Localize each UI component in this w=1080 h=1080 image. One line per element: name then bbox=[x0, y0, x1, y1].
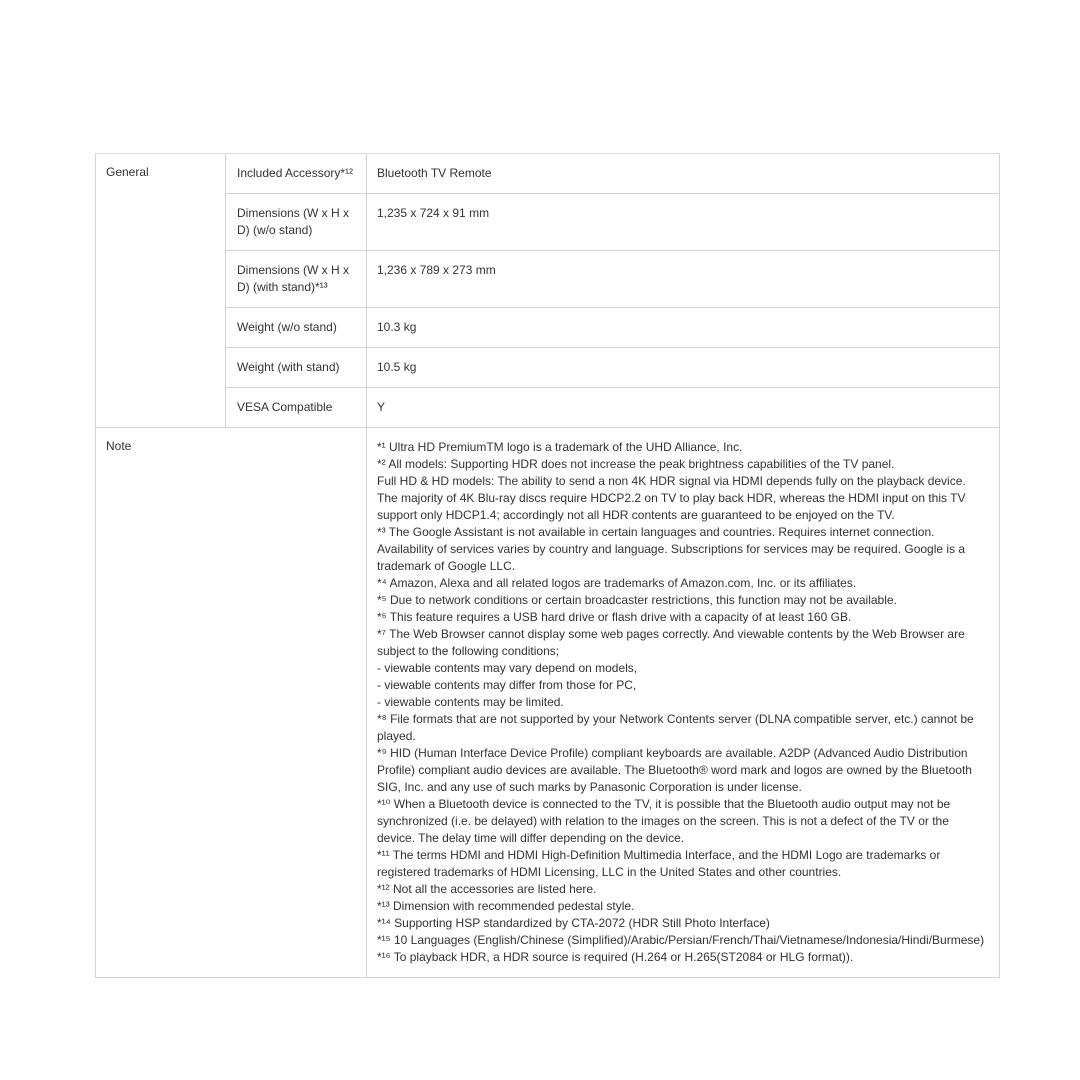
spec-rows bbox=[225, 154, 999, 427]
note-line: *¹ Ultra HD PremiumTM logo is a trademark of the UHD Alliance, Inc. bbox=[377, 440, 743, 454]
note-line: *¹⁶ To playback HDR, a HDR source is required (H.264 or H.265(ST2084 or HLG format)). bbox=[377, 950, 854, 964]
spec-category-general: General bbox=[106, 165, 149, 179]
note-line: *¹³ Dimension with recommended pedestal style. bbox=[377, 899, 635, 913]
spec-value: 1,236 x 789 x 273 mm bbox=[366, 251, 999, 307]
spec-row bbox=[225, 154, 999, 193]
spec-label: Weight (with stand) bbox=[225, 348, 366, 387]
note-line: *⁷ The Web Browser cannot display some web pages correctly. And viewable contents by the Web Browser are subject to the following conditions; bbox=[377, 627, 965, 658]
note-line: *⁸ File formats that are not supported by your Network Contents server (DLNA compatible server, etc.) cannot be played. bbox=[377, 712, 974, 743]
spec-row bbox=[225, 387, 999, 427]
spec-value: Bluetooth TV Remote bbox=[366, 154, 999, 193]
spec-table bbox=[95, 153, 1000, 978]
spec-label: Dimensions (W x H x D) (w/o stand) bbox=[225, 194, 366, 250]
note-line: - viewable contents may vary depend on models, bbox=[377, 661, 638, 675]
note-line: - viewable contents may be limited. bbox=[377, 695, 564, 709]
note-line: *⁶ This feature requires a USB hard drive or flash drive with a capacity of at least 160 GB. bbox=[377, 610, 852, 624]
note-line: *⁵ Due to network conditions or certain broadcaster restrictions, this function may not be available. bbox=[377, 593, 897, 607]
spec-value: 10.5 kg bbox=[366, 348, 999, 387]
note-line: *⁴ Amazon, Alexa and all related logos are trademarks of Amazon.com, Inc. or its affiliates. bbox=[377, 576, 857, 590]
spec-group-note bbox=[96, 427, 999, 977]
spec-category-note: Note bbox=[106, 439, 132, 453]
note-line: Full HD & HD models: The ability to send a non 4K HDR signal via HDMI depends fully on the playback device. The majority of 4K Blu-ray discs require HDCP2.2 on TV to play back HDR, whereas the HDMI input on this TV support only HDCP1.4; accordingly not all HDR contents are guaranteed to be enjoyed on the TV. bbox=[377, 474, 966, 522]
note-line: *² All models: Supporting HDR does not increase the peak brightness capabilities of the TV panel. bbox=[377, 457, 895, 471]
spec-row bbox=[225, 193, 999, 250]
spec-label: Dimensions (W x H x D) (with stand)*¹³ bbox=[225, 251, 366, 307]
note-line: *¹⁰ When a Bluetooth device is connected to the TV, it is possible that the Bluetooth audio output may not be synchronized (i.e. be delayed) with relation to the images on the screen. This is not a defect of the TV or the device. The delay time will differ depending on the device. bbox=[377, 797, 951, 845]
spec-group-general bbox=[96, 154, 999, 427]
note-line: *¹⁴ Supporting HSP standardized by CTA-2072 (HDR Still Photo Interface) bbox=[377, 916, 770, 930]
note-line: *⁹ HID (Human Interface Device Profile) compliant keyboards are available. A2DP (Advanced Audio Distribution Profile) compliant audio devices are available. The Bluetooth® word mark and logos are owned by the Bluetooth SIG, Inc. and any use of such marks by Panasonic Corporation is under license. bbox=[377, 746, 972, 794]
spec-value: 10.3 kg bbox=[366, 308, 999, 347]
spec-label: VESA Compatible bbox=[225, 388, 366, 427]
note-line: *¹¹ The terms HDMI and HDMI High-Definition Multimedia Interface, and the HDMI Logo are trademarks or registered trademarks of HDMI Licensing, LLC in the United States and other countries. bbox=[377, 848, 941, 879]
spec-value: Y bbox=[366, 388, 999, 427]
spec-label: Weight (w/o stand) bbox=[225, 308, 366, 347]
note-line: *¹⁵ 10 Languages (English/Chinese (Simplified)/Arabic/Persian/French/Thai/Vietnamese/Indonesia/Hindi/Burmese) bbox=[377, 933, 985, 947]
note-line: - viewable contents may differ from those for PC, bbox=[377, 678, 637, 692]
spec-row bbox=[225, 347, 999, 387]
note-line: *³ The Google Assistant is not available in certain languages and countries. Requires internet connection. Availability of services varies by country and language. Subscriptions for services may be required. Google is a trademark of Google LLC. bbox=[377, 525, 966, 573]
spec-value: 1,235 x 724 x 91 mm bbox=[366, 194, 999, 250]
note-line: *¹² Not all the accessories are listed here. bbox=[377, 882, 597, 896]
note-body bbox=[366, 428, 999, 977]
spec-row bbox=[225, 250, 999, 307]
spec-row bbox=[225, 307, 999, 347]
spec-label: Included Accessory*¹² bbox=[225, 154, 366, 193]
